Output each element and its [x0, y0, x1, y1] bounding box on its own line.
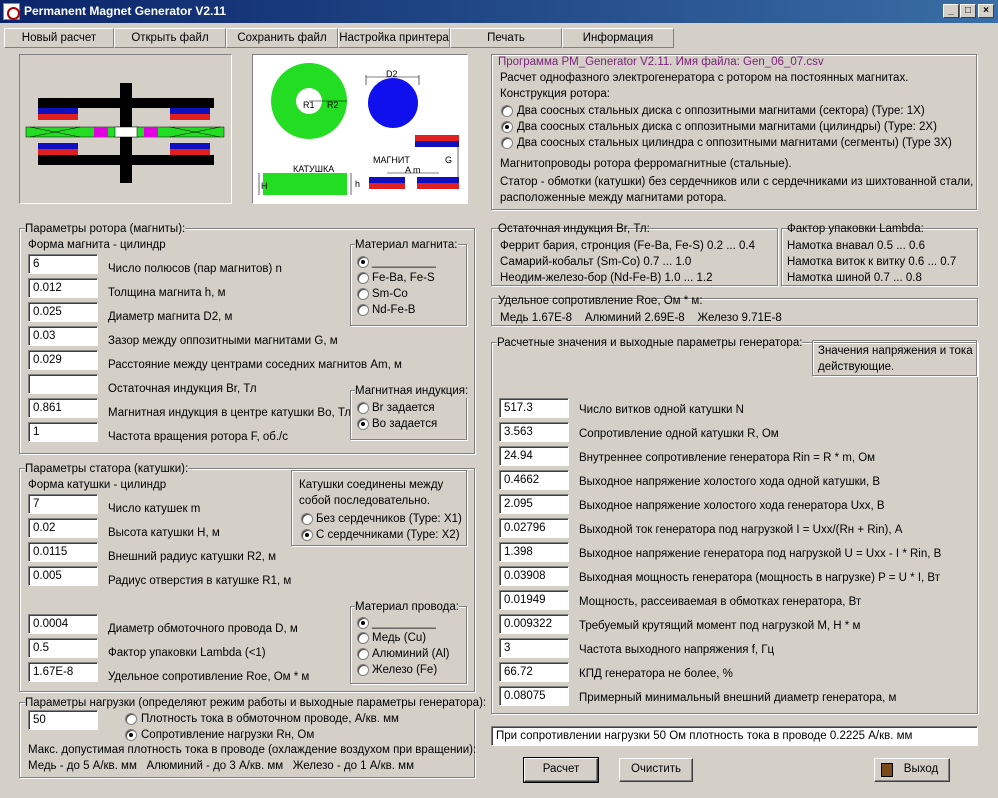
program-desc: Расчет однофазного электрогенератора с ротором на постоянных магнитах.: [500, 72, 909, 84]
wire-iron-radio[interactable]: [357, 664, 369, 676]
close-button[interactable]: ×: [978, 4, 994, 18]
packing-factor-input[interactable]: 0.5: [28, 638, 98, 658]
lambda-line-3: Намотка шиной 0.7 ... 0.8: [787, 272, 922, 284]
bo-given-radio[interactable]: [357, 418, 369, 430]
magnet-material-none-label: __________: [372, 256, 436, 268]
packing-factor-label: Фактор упаковки Lambda (<1): [108, 647, 266, 659]
rotor-type-3x-label: Два соосных стальных цилиндра с оппозитными магнитами (сегменты) (Type 3X): [517, 137, 952, 149]
poles-input[interactable]: 6: [28, 254, 98, 274]
coil-connection-text-1: Катушки соединены между: [299, 479, 444, 491]
rotor-type-3x-radio[interactable]: [501, 137, 513, 149]
wire-copper-label: Медь (Cu): [372, 632, 427, 644]
result-label: КПД генератора не более, %: [579, 668, 733, 680]
status-field: При сопротивлении нагрузки 50 Ом плотность тока в проводе 0.2225 А/кв. мм: [491, 726, 978, 746]
wire-aluminum-radio[interactable]: [357, 648, 369, 660]
magnet-shape-label: Форма магнита - цилиндр: [28, 239, 166, 251]
result-value[interactable]: 1.398: [499, 542, 569, 562]
coil-count-label: Число катушек m: [108, 503, 201, 515]
induction-line-3: Неодим-железо-бор (Nd-Fe-B) 1.0 ... 1.2: [500, 272, 713, 284]
wire-iron-label: Железо (Fe): [372, 664, 438, 676]
printer-setup-button[interactable]: Настройка принтера: [338, 28, 450, 48]
load-note-1: Макс. допустимая плотность тока в проводе (охлаждение воздухом при вращении):: [28, 744, 477, 756]
resistivity-title: Удельное сопротивление Roe, Ом * м:: [498, 295, 703, 307]
rotation-freq-input[interactable]: 1: [28, 422, 98, 442]
magnet-spacing-label: Расстояние между центрами соседних магнитов Am, м: [108, 359, 402, 371]
with-core-radio[interactable]: [301, 529, 313, 541]
calculate-button[interactable]: Расчет: [524, 758, 598, 782]
result-label: Частота выходного напряжения f, Гц: [579, 644, 775, 656]
result-value[interactable]: 0.02796: [499, 518, 569, 538]
br-given-label: Br задается: [372, 402, 435, 414]
rotor-type-2x-label: Два соосных стальных диска с оппозитными магнитами (цилиндры) (Type: 2X): [517, 121, 937, 133]
current-density-radio[interactable]: [125, 713, 137, 725]
wire-diameter-input[interactable]: 0.0004: [28, 614, 98, 634]
result-label: Мощность, рассеиваемая в обмотках генератора, Вт: [579, 596, 862, 608]
load-resistance-radio[interactable]: [125, 729, 137, 741]
rms-note: Значения напряжения и тока действующие.: [818, 345, 973, 373]
lambda-line-1: Намотка внавал 0.5 ... 0.6: [787, 240, 925, 252]
result-value[interactable]: 0.4662: [499, 470, 569, 490]
magnet-material-none-radio[interactable]: [357, 256, 369, 268]
current-density-label: Плотность тока в обмоточном проводе, А/кв. мм: [141, 713, 399, 725]
rotor-type-2x-radio[interactable]: [501, 121, 513, 133]
wire-copper-radio[interactable]: [357, 632, 369, 644]
coil-height-input[interactable]: 0.02: [28, 518, 98, 538]
h-label: H: [261, 181, 268, 191]
new-calc-button[interactable]: Новый расчет: [4, 28, 114, 48]
result-label: Выходное напряжение холостого хода одной катушки, В: [579, 476, 881, 488]
magnet-gap-input[interactable]: 0.03: [28, 326, 98, 346]
result-value[interactable]: 2.095: [499, 494, 569, 514]
magnet-material-title: Материал магнита:: [355, 239, 458, 251]
wire-aluminum-label: Алюминий (Al): [372, 648, 450, 660]
program-info: Программа PM_Generator V2.11. Имя файла: Gen_06_07.csv: [498, 56, 824, 68]
info-note-2: Статор - обмотки (катушки) без сердечников или с сердечниками из шихтованной стали,: [500, 176, 974, 188]
result-value[interactable]: 0.03908: [499, 566, 569, 586]
result-label: Выходной ток генератора под нагрузкой I = Uхх/(Rн + Rin), А: [579, 524, 903, 536]
result-value[interactable]: 3.563: [499, 422, 569, 442]
coil-outer-radius-label: Внешний радиус катушки R2, м: [108, 551, 276, 563]
coil-outer-radius-input[interactable]: 0.0115: [28, 542, 98, 562]
title-bar: [0, 0, 998, 23]
hm-label: h: [355, 179, 361, 189]
result-value[interactable]: 24.94: [499, 446, 569, 466]
result-value[interactable]: 517.3: [499, 398, 569, 418]
coil-connection-text-2: собой последовательно.: [299, 495, 431, 507]
window-title: Permanent Magnet Generator V2.11: [24, 4, 227, 18]
result-label: Выходное напряжение генератора под нагрузкой U = Uхх - I * Rin, В: [579, 548, 942, 560]
stator-params-title: Параметры статора (катушки):: [25, 463, 189, 475]
load-note-2: Медь - до 5 А/кв. мм Алюминий - до 3 А/кв. мм Железо - до 1 А/кв. мм: [28, 760, 414, 772]
with-core-label: С сердечниками (Type: X2): [316, 529, 460, 541]
no-core-radio[interactable]: [301, 513, 313, 525]
rotor-design-label: Конструкция ротора:: [500, 88, 611, 100]
info-note-3: расположенные между магнитами ротора.: [500, 192, 727, 204]
center-induction-label: Магнитная индукция в центре катушки Bo, Тл: [108, 407, 352, 419]
rotor-cross-section-diagram: [19, 54, 232, 204]
result-label: Сопротивление одной катушки R, Ом: [579, 428, 779, 440]
induction-title: Остаточная индукция Br, Тл:: [498, 223, 650, 235]
wire-material-title: Материал провода:: [355, 601, 459, 613]
magnet-material-ndfeb-label: Nd-Fe-B: [372, 304, 416, 316]
bo-given-label: Bo задается: [372, 418, 438, 430]
maximize-button[interactable]: □: [960, 4, 976, 18]
result-value[interactable]: 3: [499, 638, 569, 658]
resistivity-values: Медь 1.67E-8 Алюминий 2.69E-8 Железо 9.71E-8: [500, 312, 782, 324]
coil-hole-radius-input[interactable]: 0.005: [28, 566, 98, 586]
coil-hole-radius-label: Радиус отверстия в катушке R1, м: [108, 575, 292, 587]
residual-induction-input[interactable]: [28, 374, 98, 394]
am-label: A m: [405, 165, 421, 175]
rotation-freq-label: Частота вращения ротора F, об./с: [108, 431, 288, 443]
lambda-line-2: Намотка виток к витку 0.6 ... 0.7: [787, 256, 957, 268]
magnet-spacing-input[interactable]: 0.029: [28, 350, 98, 370]
magnet-diameter-label: Диаметр магнита D2, м: [108, 311, 233, 323]
result-value[interactable]: 66.72: [499, 662, 569, 682]
magnet-coil-dimensions-diagram: [252, 54, 468, 204]
magnet-thickness-label: Толщина магнита h, м: [108, 287, 226, 299]
center-induction-input[interactable]: 0.861: [28, 398, 98, 418]
magnet-material-feba-radio[interactable]: [357, 272, 369, 284]
lambda-title: Фактор упаковки Lambda:: [787, 223, 924, 235]
wire-resistivity-label: Удельное сопротивление Roe, Ом * м: [108, 671, 310, 683]
br-given-radio[interactable]: [357, 402, 369, 414]
magnet-material-ndfeb-radio[interactable]: [357, 304, 369, 316]
exit-label: Выход: [903, 763, 939, 775]
result-label: Число витков одной катушки N: [579, 404, 744, 416]
coil-shape-label: Форма катушки - цилиндр: [28, 479, 167, 491]
minimize-button[interactable]: _: [943, 4, 959, 18]
save-file-button[interactable]: Сохранить файл: [226, 28, 338, 48]
door-icon: [881, 763, 893, 777]
rotor-params-title: Параметры ротора (магниты):: [25, 223, 186, 235]
magnet-thickness-input[interactable]: 0.012: [28, 278, 98, 298]
poles-label: Число полюсов (пар магнитов) n: [108, 263, 282, 275]
induction-mode-title: Магнитная индукция:: [355, 385, 469, 397]
load-value-input[interactable]: 50: [28, 710, 98, 730]
results-title: Расчетные значения и выходные параметры генератора:: [497, 337, 803, 349]
residual-induction-label: Остаточная индукция Br, Тл: [108, 383, 257, 395]
magnet-gap-label: Зазор между оппозитными магнитами G, м: [108, 335, 338, 347]
info-button[interactable]: Информация: [562, 28, 674, 48]
rotor-type-1x-label: Два соосных стальных диска с оппозитными магнитами (сектора) (Type: 1X): [517, 105, 925, 117]
magnet-diameter-input[interactable]: 0.025: [28, 302, 98, 322]
result-label: Примерный минимальный внешний диаметр генератора, м: [579, 692, 897, 704]
wire-diameter-label: Диаметр обмоточного провода D, м: [108, 623, 298, 635]
magnet-material-feba-label: Fe-Ba, Fe-S: [372, 272, 435, 284]
load-params-title: Параметры нагрузки (определяют режим работы и выходные параметры генератора):: [25, 697, 487, 709]
magnet-label: МАГНИТ: [373, 155, 410, 165]
result-label: Внутреннее сопротивление генератора Rin = R * m, Ом: [579, 452, 876, 464]
induction-line-2: Самарий-кобальт (Sm-Co) 0.7 ... 1.0: [500, 256, 692, 268]
wire-resistivity-input[interactable]: 1.67E-8: [28, 662, 98, 682]
result-label: Выходное напряжение холостого хода генератора Uхх, В: [579, 500, 885, 512]
print-button[interactable]: Печать: [450, 28, 562, 48]
coil-count-input[interactable]: 7: [28, 494, 98, 514]
r1-label: R1: [303, 100, 315, 110]
clear-button[interactable]: Очистить: [619, 758, 693, 782]
result-value[interactable]: 0.009322: [499, 614, 569, 634]
magnet-material-smco-radio[interactable]: [357, 288, 369, 300]
wire-material-none-label: __________: [372, 617, 436, 629]
load-resistance-label: Сопротивление нагрузки Rн, Ом: [141, 729, 315, 741]
rotor-type-1x-radio[interactable]: [501, 105, 513, 117]
result-label: Выходная мощность генератора (мощность в нагрузке) P = U * I, Вт: [579, 572, 940, 584]
info-note-1: Магнитопроводы ротора ферромагнитные (стальные).: [500, 158, 792, 170]
no-core-label: Без сердечников (Type: X1): [316, 513, 462, 525]
induction-line-1: Феррит бария, стронция (Fe-Ba, Fe-S) 0.2 ... 0.4: [500, 240, 755, 252]
result-label: Требуемый крутящий момент под нагрузкой М, Н * м: [579, 620, 861, 632]
app-icon: [3, 3, 20, 20]
coil-height-label: Высота катушки H, м: [108, 527, 220, 539]
g-label: G: [445, 155, 453, 165]
coil-label: КАТУШКА: [293, 164, 335, 174]
result-value[interactable]: 0.08075: [499, 686, 569, 706]
r2-label: R2: [327, 100, 339, 110]
result-value[interactable]: 0.01949: [499, 590, 569, 610]
d2-label: D2: [386, 69, 398, 79]
magnet-material-smco-label: Sm-Co: [372, 288, 408, 300]
open-file-button[interactable]: Открыть файл: [114, 28, 226, 48]
exit-button[interactable]: [874, 758, 950, 782]
wire-material-none-radio[interactable]: [357, 617, 369, 629]
